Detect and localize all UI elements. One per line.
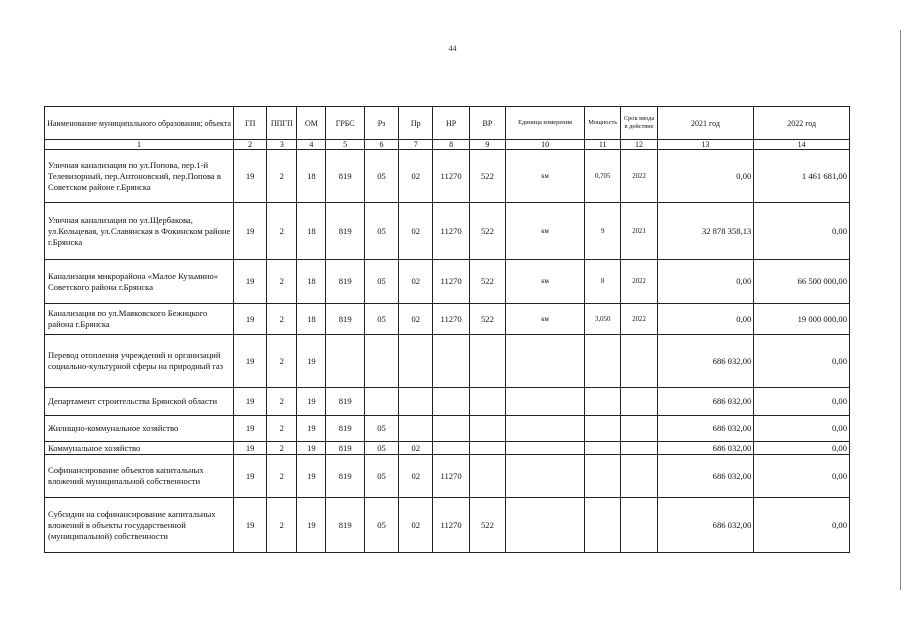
cell-grbs: 819 [326, 150, 364, 203]
column-number: 2 [234, 140, 267, 150]
cell-np [433, 388, 469, 416]
cell-rz: 05 [364, 416, 398, 442]
cell-y2021: 0,00 [657, 150, 754, 203]
cell-y2022: 0,00 [754, 442, 850, 455]
table-row [45, 455, 850, 498]
table-row [45, 416, 850, 442]
cell-pr: 02 [399, 150, 433, 203]
budget-table [44, 106, 850, 553]
cell-vr: 522 [469, 203, 505, 260]
cell-rz: 05 [364, 304, 398, 335]
cell-om: 18 [297, 203, 326, 260]
cell-power [585, 416, 621, 442]
table-row [45, 304, 850, 335]
header-2021: 2021 год [657, 107, 754, 140]
cell-unit [506, 455, 585, 498]
cell-name: Уличная канализация по ул.Попова, пер.1-й Телевизорный, пер.Антоновский, пер.Попова в Советском районе г.Брянска [45, 150, 234, 203]
cell-name: Жилищно-коммунальное хозяйство [45, 416, 234, 442]
cell-ppgp: 2 [267, 150, 297, 203]
cell-rz [364, 335, 398, 388]
column-number: 1 [45, 140, 234, 150]
cell-grbs: 819 [326, 203, 364, 260]
cell-unit: км [506, 260, 585, 304]
table-row [45, 388, 850, 416]
cell-y2021: 686 032,00 [657, 416, 754, 442]
cell-power [585, 498, 621, 553]
cell-gp: 19 [234, 442, 267, 455]
cell-pr: 02 [399, 203, 433, 260]
header-2022: 2022 год [754, 107, 850, 140]
cell-vr [469, 388, 505, 416]
cell-np: 11270 [433, 304, 469, 335]
column-number: 7 [399, 140, 433, 150]
cell-np: 11270 [433, 455, 469, 498]
column-number: 5 [326, 140, 364, 150]
cell-name: Канализация по ул.Маяковского Бежицкого района г.Брянска [45, 304, 234, 335]
cell-ppgp: 2 [267, 335, 297, 388]
cell-power [585, 388, 621, 416]
header-ppgp: ППГП [267, 107, 297, 140]
cell-ppgp: 2 [267, 304, 297, 335]
column-number: 14 [754, 140, 850, 150]
cell-vr [469, 442, 505, 455]
cell-om: 19 [297, 455, 326, 498]
cell-gp: 19 [234, 203, 267, 260]
cell-y2022: 0,00 [754, 498, 850, 553]
table-row [45, 498, 850, 553]
cell-y2021: 686 032,00 [657, 388, 754, 416]
column-number: 9 [469, 140, 505, 150]
table-row [45, 335, 850, 388]
cell-np: 11270 [433, 498, 469, 553]
cell-om: 18 [297, 150, 326, 203]
column-number: 10 [506, 140, 585, 150]
header-term: Срок ввода в действие [621, 107, 657, 140]
cell-grbs: 819 [326, 442, 364, 455]
cell-ppgp: 2 [267, 442, 297, 455]
cell-pr: 02 [399, 260, 433, 304]
cell-y2022: 0,00 [754, 416, 850, 442]
header-unit: Единица измерения [506, 107, 585, 140]
cell-vr: 522 [469, 260, 505, 304]
cell-y2021: 0,00 [657, 260, 754, 304]
cell-rz: 05 [364, 203, 398, 260]
cell-gp: 19 [234, 416, 267, 442]
cell-y2022: 19 000 000,00 [754, 304, 850, 335]
cell-power [585, 455, 621, 498]
cell-name: Канализация микрорайона «Малое Кузьмино» Советского района г.Брянска [45, 260, 234, 304]
table-row [45, 442, 850, 455]
cell-gp: 19 [234, 260, 267, 304]
cell-unit [506, 442, 585, 455]
cell-rz [364, 388, 398, 416]
cell-term: 2022 [621, 304, 657, 335]
page-number: 44 [448, 44, 457, 53]
cell-ppgp: 2 [267, 455, 297, 498]
table-row [45, 150, 850, 203]
header-vr: ВР [469, 107, 505, 140]
header-power: Мощность [585, 107, 621, 140]
header-row [45, 107, 850, 140]
cell-np: 11270 [433, 203, 469, 260]
cell-term [621, 416, 657, 442]
column-number: 13 [657, 140, 754, 150]
cell-rz: 05 [364, 498, 398, 553]
cell-term [621, 455, 657, 498]
cell-vr [469, 335, 505, 388]
cell-grbs: 819 [326, 498, 364, 553]
cell-vr [469, 455, 505, 498]
cell-unit: км [506, 203, 585, 260]
cell-om: 19 [297, 416, 326, 442]
cell-name: Перевод отопления учреждений и организаций социально-культурной сферы на природный газ [45, 335, 234, 388]
header-rz: Рз [364, 107, 398, 140]
cell-term: 2022 [621, 150, 657, 203]
cell-power: 3,050 [585, 304, 621, 335]
cell-vr: 522 [469, 498, 505, 553]
cell-ppgp: 2 [267, 498, 297, 553]
cell-y2022: 0,00 [754, 455, 850, 498]
cell-om: 18 [297, 260, 326, 304]
cell-om: 19 [297, 388, 326, 416]
header-name: Наименование муниципального образования; объекта [45, 107, 234, 140]
cell-unit [506, 498, 585, 553]
table-row [45, 203, 850, 260]
cell-name: Уличная канализация по ул.Щербакова, ул.Кольцевая, ул.Славянская в Фокинском районе г.Брянска [45, 203, 234, 260]
column-number-row [45, 140, 850, 150]
cell-gp: 19 [234, 335, 267, 388]
column-number: 12 [621, 140, 657, 150]
cell-pr: 02 [399, 442, 433, 455]
header-gp: ГП [234, 107, 267, 140]
cell-om: 18 [297, 304, 326, 335]
cell-unit: км [506, 150, 585, 203]
column-number: 8 [433, 140, 469, 150]
cell-grbs: 819 [326, 304, 364, 335]
cell-power [585, 335, 621, 388]
cell-gp: 19 [234, 498, 267, 553]
cell-om: 19 [297, 498, 326, 553]
cell-y2022: 0,00 [754, 335, 850, 388]
cell-rz: 05 [364, 260, 398, 304]
cell-unit [506, 388, 585, 416]
header-pr: Пр [399, 107, 433, 140]
cell-power: 0,705 [585, 150, 621, 203]
cell-unit: км [506, 304, 585, 335]
cell-name: Софинансирование объектов капитальных вложений муниципальной собственности [45, 455, 234, 498]
cell-ppgp: 2 [267, 388, 297, 416]
cell-power: 8 [585, 260, 621, 304]
cell-term: 2022 [621, 260, 657, 304]
column-number: 4 [297, 140, 326, 150]
cell-vr: 522 [469, 304, 505, 335]
cell-grbs: 819 [326, 388, 364, 416]
cell-grbs [326, 335, 364, 388]
cell-term: 2021 [621, 203, 657, 260]
cell-pr [399, 388, 433, 416]
cell-vr [469, 416, 505, 442]
header-np: НР [433, 107, 469, 140]
cell-y2022: 0,00 [754, 388, 850, 416]
cell-name: Департамент строительства Брянской области [45, 388, 234, 416]
cell-np: 11270 [433, 260, 469, 304]
cell-rz: 05 [364, 442, 398, 455]
column-number: 6 [364, 140, 398, 150]
cell-y2022: 0,00 [754, 203, 850, 260]
cell-gp: 19 [234, 388, 267, 416]
cell-om: 19 [297, 442, 326, 455]
cell-y2021: 686 032,00 [657, 335, 754, 388]
cell-np [433, 442, 469, 455]
cell-om: 19 [297, 335, 326, 388]
cell-power [585, 442, 621, 455]
cell-y2021: 0,00 [657, 304, 754, 335]
cell-y2021: 686 032,00 [657, 442, 754, 455]
cell-y2021: 32 878 358,13 [657, 203, 754, 260]
cell-gp: 19 [234, 304, 267, 335]
cell-pr [399, 416, 433, 442]
scan-edge-line [900, 30, 901, 590]
cell-unit [506, 416, 585, 442]
cell-pr [399, 335, 433, 388]
cell-term [621, 442, 657, 455]
cell-np: 11270 [433, 150, 469, 203]
cell-grbs: 819 [326, 260, 364, 304]
cell-y2022: 66 500 000,00 [754, 260, 850, 304]
cell-grbs: 819 [326, 455, 364, 498]
table-row [45, 260, 850, 304]
cell-pr: 02 [399, 304, 433, 335]
cell-np [433, 335, 469, 388]
cell-vr: 522 [469, 150, 505, 203]
cell-name: Субсидии на софинансирование капитальных вложений в объекты государственной (муниципальной) собственности [45, 498, 234, 553]
cell-y2021: 686 032,00 [657, 455, 754, 498]
cell-term [621, 388, 657, 416]
cell-grbs: 819 [326, 416, 364, 442]
cell-term [621, 335, 657, 388]
cell-power: 9 [585, 203, 621, 260]
cell-rz: 05 [364, 150, 398, 203]
cell-np [433, 416, 469, 442]
cell-unit [506, 335, 585, 388]
cell-ppgp: 2 [267, 260, 297, 304]
column-number: 11 [585, 140, 621, 150]
cell-y2022: 1 461 681,00 [754, 150, 850, 203]
cell-term [621, 498, 657, 553]
cell-ppgp: 2 [267, 203, 297, 260]
cell-name: Коммунальное хозяйство [45, 442, 234, 455]
header-om: ОМ [297, 107, 326, 140]
cell-rz: 05 [364, 455, 398, 498]
cell-pr: 02 [399, 455, 433, 498]
cell-gp: 19 [234, 455, 267, 498]
cell-gp: 19 [234, 150, 267, 203]
header-grbs: ГРБС [326, 107, 364, 140]
cell-pr: 02 [399, 498, 433, 553]
column-number: 3 [267, 140, 297, 150]
cell-ppgp: 2 [267, 416, 297, 442]
cell-y2021: 686 032,00 [657, 498, 754, 553]
